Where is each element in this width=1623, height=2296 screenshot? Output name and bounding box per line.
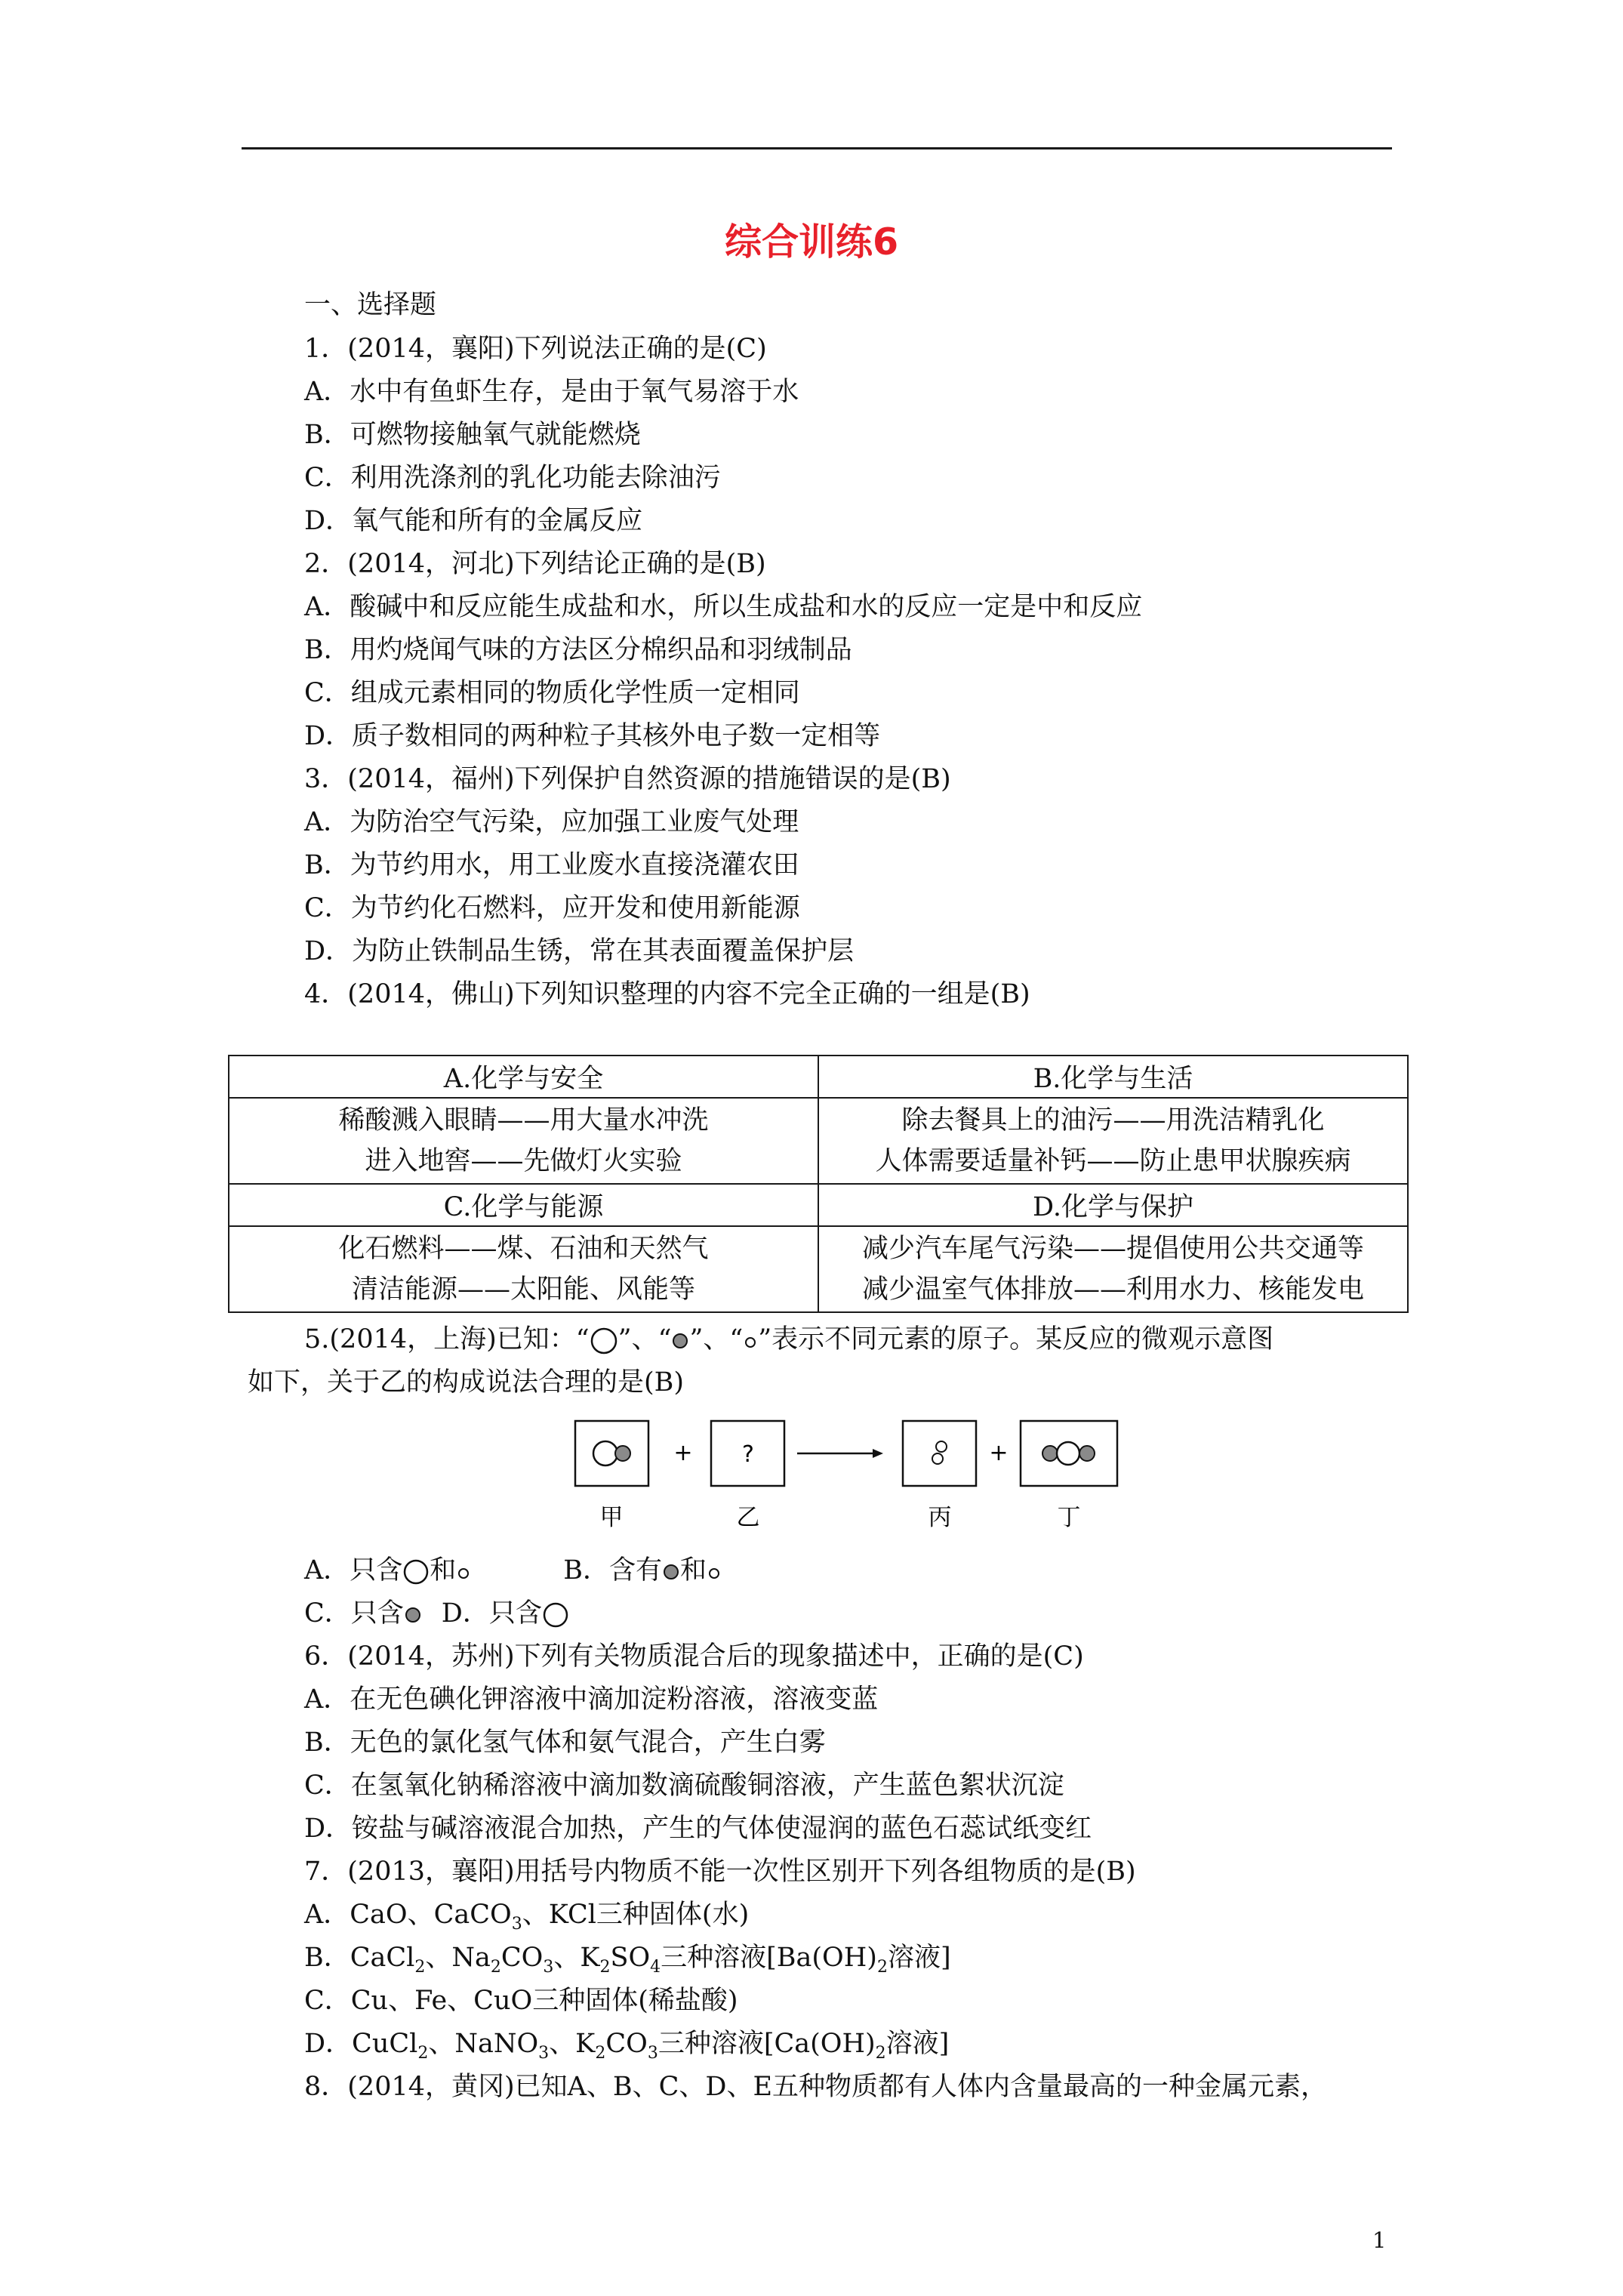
q7-stem: 7．(2013，襄阳)用括号内物质不能一次性区别开下列各组物质的是(B) xyxy=(304,1857,1136,1887)
plus-sign-2: + xyxy=(989,1440,1009,1466)
label-jia: 甲 xyxy=(599,1504,624,1531)
table-cell-b-line1: 除去餐具上的油污——用洗洁精乳化 xyxy=(901,1105,1325,1136)
reaction-arrow xyxy=(797,1449,883,1458)
header-rule xyxy=(242,147,1392,149)
reactant-yi-box xyxy=(711,1421,784,1486)
table-cell-a-line1: 稀酸溅入眼睛——用大量水冲洗 xyxy=(338,1105,709,1136)
reactant-jia-box xyxy=(575,1421,648,1486)
q2-option-b: B．用灼烧闻气味的方法区分棉织品和羽绒制品 xyxy=(304,635,852,665)
page-title: 综合训练6 xyxy=(724,220,899,264)
table-cell-c xyxy=(229,1226,818,1312)
table-cell-c-line2: 清洁能源——太阳能、风能等 xyxy=(351,1274,695,1305)
q5-stem-part4: ”表示不同元素的原子。某反应的微观示意图 xyxy=(758,1324,1274,1354)
q5-stem-part1: 5.(2014，上海)已知：“ xyxy=(304,1324,590,1354)
q5-option-c-text: C．只含 xyxy=(304,1598,404,1629)
q5-option-a-and: 和 xyxy=(430,1555,457,1586)
q7-option-c: C．Cu、Fe、CuO三种固体(稀盐酸) xyxy=(304,1986,738,2016)
small-white-atom-icon xyxy=(743,1333,758,1348)
q6-option-d: D．铵盐与碱溶液混合加热，产生的气体使湿润的蓝色石蕊试纸变红 xyxy=(304,1814,1092,1844)
table-cell-c-line1: 化石燃料——煤、石油和天然气 xyxy=(338,1234,709,1264)
gray-atom-icon xyxy=(662,1563,680,1581)
product-bing-box xyxy=(903,1421,976,1486)
label-yi: 乙 xyxy=(736,1504,760,1531)
gray-atom-icon xyxy=(404,1606,422,1624)
large-white-atom-icon xyxy=(402,1558,430,1586)
q6-option-b: B．无色的氯化氢气体和氨气混合，产生白雾 xyxy=(304,1727,826,1758)
q7-option-a: A．CaO、CaCO$_3$、KCl三种固体(水) xyxy=(304,1900,750,1934)
table-header-d: D.化学与保护 xyxy=(818,1184,1408,1226)
unknown-mark: ? xyxy=(742,1441,754,1468)
q1-option-a: A．水中有鱼虾生存，是由于氧气易溶于水 xyxy=(304,377,799,407)
table-cell-a-line2: 进入地窖——先做灯火实验 xyxy=(365,1146,682,1176)
q1-option-c: C．利用洗涤剂的乳化功能去除油污 xyxy=(304,463,721,493)
table-cell-d-line1: 减少汽车尾气污染——提倡使用公共交通等 xyxy=(861,1234,1364,1264)
plus-sign-1: + xyxy=(673,1440,693,1466)
q3-option-b: B．为节约用水，用工业废水直接浇灌农田 xyxy=(304,850,799,880)
table-cell-d-line2: 减少温室气体排放——利用水力、核能发电 xyxy=(861,1274,1364,1305)
table-header-c: C.化学与能源 xyxy=(229,1184,818,1226)
large-white-atom-icon xyxy=(542,1601,569,1629)
table-cell-b-line2: 人体需要适量补钙——防止患甲状腺疾病 xyxy=(875,1146,1351,1176)
label-ding: 丁 xyxy=(1057,1504,1081,1531)
q1-stem: 1．(2014，襄阳)下列说法正确的是(C) xyxy=(304,334,767,364)
q1-option-d: D．氧气能和所有的金属反应 xyxy=(304,506,643,536)
q2-stem: 2．(2014，河北)下列结论正确的是(B) xyxy=(304,549,766,579)
table-cell-d xyxy=(818,1226,1408,1312)
q5-stem-line1 xyxy=(304,1323,1273,1356)
q1-option-b: B．可燃物接触氧气就能燃烧 xyxy=(304,420,641,450)
q6-option-a: A．在无色碘化钾溶液中滴加淀粉溶液，溶液变蓝 xyxy=(304,1684,879,1715)
page-number: 1 xyxy=(1372,2227,1387,2253)
q5-option-d-text: D．只含 xyxy=(441,1598,542,1629)
q6-stem: 6．(2014，苏州)下列有关物质混合后的现象描述中，正确的是(C) xyxy=(304,1641,1084,1672)
table-header-a: A.化学与安全 xyxy=(229,1056,818,1098)
knowledge-table xyxy=(228,1055,1409,1313)
product-ding-box xyxy=(1021,1421,1117,1486)
small-white-atom-icon xyxy=(707,1564,722,1579)
q3-option-d: D．为防止铁制品生锈，常在其表面覆盖保护层 xyxy=(304,936,855,966)
q6-option-c: C．在氢氧化钠稀溶液中滴加数滴硫酸铜溶液，产生蓝色絮状沉淀 xyxy=(304,1771,1064,1801)
section-heading: 一、选择题 xyxy=(304,290,437,320)
q2-option-a: A．酸碱中和反应能生成盐和水，所以生成盐和水的反应一定是中和反应 xyxy=(304,592,1143,622)
q5-stem-line2: 如下，关于乙的构成说法合理的是(B) xyxy=(248,1367,685,1398)
q5-options-cd xyxy=(304,1597,569,1630)
gray-atom-icon xyxy=(671,1332,689,1350)
table-cell-a xyxy=(229,1098,818,1184)
small-white-atom-icon xyxy=(456,1564,471,1579)
q5-stem-part3: ”、“ xyxy=(689,1324,744,1354)
q3-stem: 3．(2014，福州)下列保护自然资源的措施错误的是(B) xyxy=(304,764,951,794)
large-white-atom-icon xyxy=(590,1327,618,1355)
q5-options-ab xyxy=(304,1554,722,1587)
q8-stem: 8．(2014，黄冈)已知A、B、C、D、E五种物质都有人体内含量最高的一种金属元素， xyxy=(304,2072,1328,2102)
q7-option-b: B．CaCl$_2$、$Na_2CO_3$、$K_2SO_4$三种溶液[$Ba(OH)_2$溶液] xyxy=(304,1943,951,1977)
table-header-b: B.化学与生活 xyxy=(818,1056,1408,1098)
table-cell-b xyxy=(818,1098,1408,1184)
reaction-diagram xyxy=(566,1413,1132,1549)
q3-option-c: C．为节约化石燃料，应开发和使用新能源 xyxy=(304,893,800,923)
q4-stem: 4．(2014，佛山)下列知识整理的内容不完全正确的一组是(B) xyxy=(304,979,1030,1009)
label-bing: 丙 xyxy=(928,1504,952,1531)
q2-option-d: D．质子数相同的两种粒子其核外电子数一定相等 xyxy=(304,721,881,751)
q3-option-a: A．为防治空气污染，应加强工业废气处理 xyxy=(304,807,799,837)
q5-option-b-text: B．含有 xyxy=(563,1555,663,1586)
q2-option-c: C．组成元素相同的物质化学性质一定相同 xyxy=(304,678,800,708)
q5-stem-part2: ”、“ xyxy=(617,1324,672,1354)
q7-option-d: D．CuCl$_2$、NaNO$_3$、$K_2CO_3$三种溶液[$Ca(OH)_2$溶液] xyxy=(304,2029,950,2063)
q5-option-a-text: A．只含 xyxy=(304,1555,403,1586)
q5-option-b-and: 和 xyxy=(680,1555,707,1586)
